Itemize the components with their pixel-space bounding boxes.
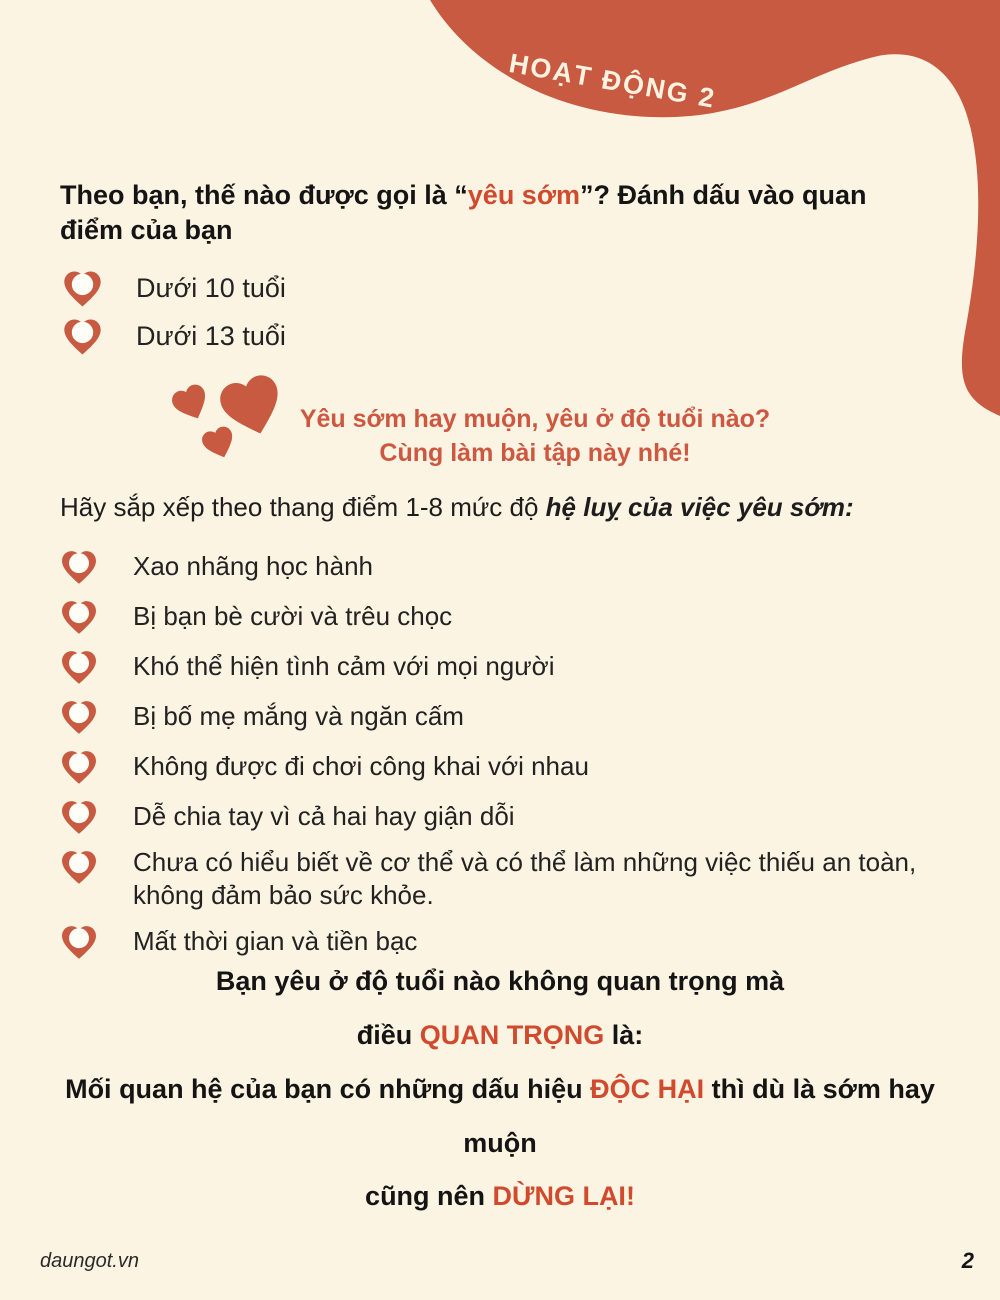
conclusion-accent: DỪNG LẠI! xyxy=(492,1181,635,1212)
instruction-pre: Hãy sắp xếp theo thang điểm 1-8 mức độ xyxy=(60,492,546,522)
conclusion-text: thì dù là sớm hay xyxy=(704,1073,935,1104)
list-item[interactable] xyxy=(58,646,938,688)
heart-checkbox-icon[interactable] xyxy=(58,846,100,888)
footer-website: daungot.vn xyxy=(40,1250,139,1272)
heart-checkbox-icon[interactable] xyxy=(58,696,100,738)
conclusion-text: Bạn yêu ở độ tuổi nào không quan trọng mà xyxy=(215,966,785,996)
conclusion-line xyxy=(40,1181,960,1213)
conclusion-line xyxy=(40,1020,960,1052)
conclusion-accent: ĐỘC HẠI xyxy=(590,1073,705,1104)
conclusion-text: cũng nên xyxy=(365,1181,493,1212)
list-item-label: Mất thời gian và tiền bạc xyxy=(133,925,418,956)
age-options xyxy=(60,266,286,362)
list-item-label: Xao nhãng học hành xyxy=(133,551,373,582)
list-item-label: Bị bố mẹ mắng và ngăn cấm xyxy=(133,701,464,732)
option-label: Dưới 13 tuổi xyxy=(136,321,286,351)
list-item[interactable] xyxy=(58,921,938,963)
page-number: 2 xyxy=(961,1248,974,1273)
question-highlight: yêu sớm xyxy=(467,180,581,210)
callout-line-2: Cùng làm bài tập này nhé! xyxy=(379,439,691,467)
conclusion-text: điều xyxy=(356,1019,420,1050)
list-item[interactable] xyxy=(58,796,938,838)
question-heading xyxy=(60,178,905,248)
conclusion-line xyxy=(40,1074,960,1106)
list-item-label: Chưa có hiểu biết về cơ thể và có thể làm những việc thiếu an toàn, không đảm bảo sức khỏe. xyxy=(133,847,917,911)
conclusion-block xyxy=(40,966,960,1235)
question-text-pre: Theo bạn, thế nào được gọi là “ xyxy=(60,180,468,210)
heart-checkbox-icon[interactable] xyxy=(58,796,100,838)
callout-line-1: Yêu sớm hay muộn, yêu ở độ tuổi nào? xyxy=(299,405,771,433)
instruction-emphasis: hệ luỵ của việc yêu sớm: xyxy=(545,492,854,522)
list-item[interactable] xyxy=(58,746,938,788)
heart-checkbox-icon[interactable] xyxy=(58,646,100,688)
heart-checkbox-icon[interactable] xyxy=(58,746,100,788)
list-item-label: Bị bạn bè cười và trêu chọc xyxy=(133,601,453,632)
option-under-10[interactable] xyxy=(60,266,286,311)
option-under-13[interactable] xyxy=(60,314,286,359)
activity-banner-title: HOẠT ĐỘNG 2 xyxy=(506,48,719,114)
list-item[interactable] xyxy=(58,846,938,913)
consequences-list xyxy=(58,546,938,971)
heart-checkbox-icon[interactable] xyxy=(60,266,105,311)
list-item-label: Khó thể hiện tình cảm với mọi người xyxy=(133,651,555,682)
question-text-post: ”? Đánh dấu vào quan điểm của bạn xyxy=(60,180,867,246)
list-item[interactable] xyxy=(58,696,938,738)
conclusion-line xyxy=(40,966,960,998)
heart-checkbox-icon[interactable] xyxy=(58,921,100,963)
conclusion-text: muộn xyxy=(463,1127,537,1158)
list-item-label: Dễ chia tay vì cả hai hay giận dỗi xyxy=(133,801,515,832)
conclusion-text: Mối quan hệ của bạn có những dấu hiệu xyxy=(65,1073,591,1104)
heart-checkbox-icon[interactable] xyxy=(58,596,100,638)
conclusion-text: là: xyxy=(604,1019,644,1050)
callout-text xyxy=(235,402,835,470)
option-label: Dưới 10 tuổi xyxy=(136,273,286,303)
list-item-label: Không được đi chơi công khai với nhau xyxy=(133,751,589,782)
conclusion-line xyxy=(40,1128,960,1160)
heart-checkbox-icon[interactable] xyxy=(60,314,105,359)
list-item[interactable] xyxy=(58,546,938,588)
heart-checkbox-icon[interactable] xyxy=(58,546,100,588)
conclusion-accent: QUAN TRỌNG xyxy=(419,1019,605,1050)
list-item[interactable] xyxy=(58,596,938,638)
instruction-text xyxy=(60,492,940,523)
